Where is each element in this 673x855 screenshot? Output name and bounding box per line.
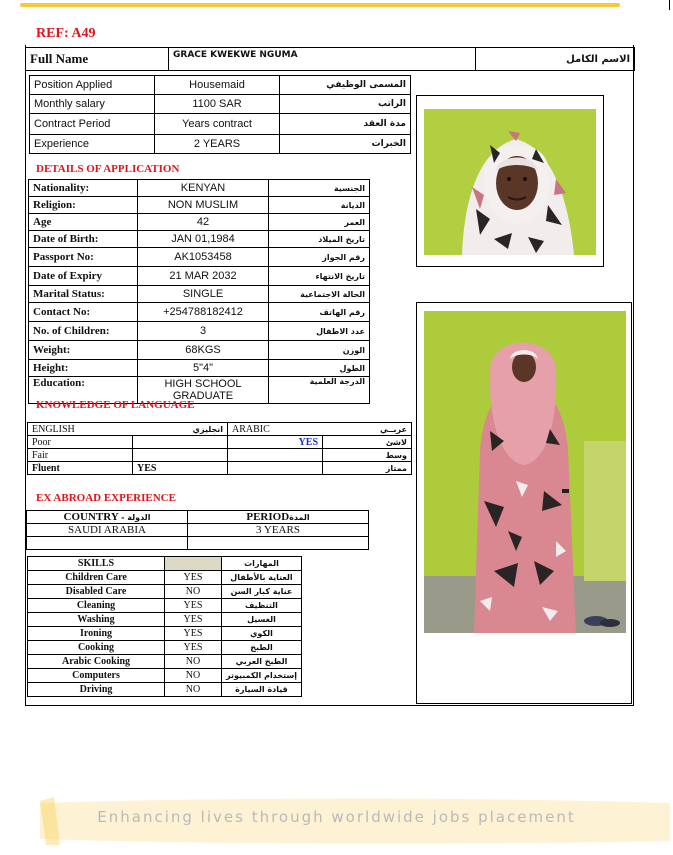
fluent-english-value: YES	[133, 462, 228, 475]
height-label: Height:	[29, 360, 138, 377]
contact-label: Contact No:	[29, 303, 138, 322]
period-header-label: PERIOD	[246, 511, 290, 523]
contact-value: +254788182412	[138, 303, 269, 322]
passport-label: Passport No:	[29, 248, 138, 267]
salary-value: 1100 SAR	[155, 95, 280, 114]
level-poor-label: Poor	[28, 436, 133, 449]
abroad-experience-table	[26, 510, 369, 550]
language-row-poor	[28, 436, 412, 449]
skill-value: YES	[165, 627, 222, 641]
skill-value: NO	[165, 655, 222, 669]
skill-label: Cleaning	[28, 599, 165, 613]
religion-arabic: الديانة	[269, 197, 370, 214]
children-value: 3	[138, 322, 269, 341]
weight-label: Weight:	[29, 341, 138, 360]
language-row-fluent	[28, 462, 412, 475]
skill-row	[28, 613, 302, 627]
marital-value: SINGLE	[138, 286, 269, 303]
details-section-title: DETAILS OF APPLICATION	[36, 163, 180, 175]
period-header	[188, 511, 369, 524]
height-value: 5"4"	[138, 360, 269, 377]
dob-value: JAN 01,1984	[138, 231, 269, 248]
skill-arabic: الكوي	[222, 627, 302, 641]
religion-label: Religion:	[29, 197, 138, 214]
footer-slogan: Enhancing lives through worldwide jobs placement	[97, 808, 576, 826]
skill-label: Driving	[28, 683, 165, 697]
language-section-title: KNOWLEDGE OF LANGUAGE	[36, 399, 195, 411]
portrait-photo-frame	[416, 95, 604, 267]
experience-header-row	[27, 511, 369, 524]
contact-arabic: رقم الهاتف	[269, 303, 370, 322]
expiry-value: 21 MAR 2032	[138, 267, 269, 286]
height-arabic: الطول	[269, 360, 370, 377]
header-divider	[669, 0, 670, 10]
full-name-label: Full Name	[26, 48, 169, 71]
fluent-arabic-value	[228, 462, 323, 475]
skill-label: Arabic Cooking	[28, 655, 165, 669]
skill-arabic: إستخدام الكمبيوتر	[222, 669, 302, 683]
skills-header-row	[28, 557, 302, 571]
weight-arabic: الوزن	[269, 341, 370, 360]
skill-value: YES	[165, 571, 222, 585]
skills-header: SKILLS	[28, 557, 165, 571]
country-value: SAUDI ARABIA	[27, 524, 188, 537]
skills-header-arabic: المهارات	[222, 557, 302, 571]
expiry-arabic: تاريخ الانتهاء	[269, 267, 370, 286]
poor-arabic-value: YES	[228, 436, 323, 449]
poor-english-value	[133, 436, 228, 449]
skill-label: Disabled Care	[28, 585, 165, 599]
skill-row	[28, 683, 302, 697]
english-header: ENGLISH	[28, 423, 133, 436]
education-arabic: الدرجة العلمية	[269, 377, 370, 404]
contract-label: Contract Period	[30, 114, 155, 135]
header-bar	[0, 0, 673, 10]
skill-value: YES	[165, 641, 222, 655]
education-value-line2: GRADUATE	[172, 390, 234, 402]
skill-value: YES	[165, 599, 222, 613]
skill-row	[28, 571, 302, 585]
skill-value: NO	[165, 669, 222, 683]
full-name-value: GRACE KWEKWE NGUMA	[169, 48, 476, 71]
dob-label: Date of Birth:	[29, 231, 138, 248]
experience-row	[30, 135, 411, 154]
skill-label: Children Care	[28, 571, 165, 585]
skill-label: Cooking	[28, 641, 165, 655]
language-header-row	[28, 423, 412, 436]
fair-english-value	[133, 449, 228, 462]
position-row	[30, 76, 411, 95]
salary-arabic: الراتب	[280, 95, 411, 114]
salary-label: Monthly salary	[30, 95, 155, 114]
skill-value: NO	[165, 585, 222, 599]
passport-value: AK1053458	[138, 248, 269, 267]
fair-arabic-value	[228, 449, 323, 462]
age-value: 42	[138, 214, 269, 231]
nationality-arabic: الجنسية	[269, 180, 370, 197]
level-fluent-arabic: ممتاز	[323, 462, 412, 475]
skill-value: NO	[165, 683, 222, 697]
weight-value: 68KGS	[138, 341, 269, 360]
contract-value: Years contract	[155, 114, 280, 135]
position-arabic: المسمى الوظيفي	[280, 76, 411, 95]
experience-empty-row	[27, 537, 369, 550]
children-label: No. of Children:	[29, 322, 138, 341]
contract-row	[30, 114, 411, 135]
skill-arabic: الطبخ العربي	[222, 655, 302, 669]
skill-arabic: العناية بالأطفال	[222, 571, 302, 585]
full-body-photo-frame	[416, 302, 632, 704]
skill-row	[28, 627, 302, 641]
age-label: Age	[29, 214, 138, 231]
education-value-line1: HIGH SCHOOL	[164, 378, 242, 390]
level-fair-label: Fair	[28, 449, 133, 462]
skill-label: Ironing	[28, 627, 165, 641]
experience-label: Experience	[30, 135, 155, 154]
full-name-table	[25, 47, 635, 71]
level-poor-arabic: لاشئ	[323, 436, 412, 449]
experience-arabic: الخبرات	[280, 135, 411, 154]
children-arabic: عدد الاطفال	[269, 322, 370, 341]
position-value: Housemaid	[155, 76, 280, 95]
arabic-header-arabic: عربــي	[323, 423, 412, 436]
experience-value: 2 YEARS	[155, 135, 280, 154]
portrait-photo	[424, 109, 596, 255]
skills-table	[27, 556, 302, 697]
full-body-photo	[424, 311, 626, 633]
country-empty-cell	[27, 537, 188, 550]
level-fair-arabic: وسط	[323, 449, 412, 462]
dob-arabic: تاريخ الميلاد	[269, 231, 370, 248]
salary-row	[30, 95, 411, 114]
period-header-arabic: المدة	[289, 513, 310, 522]
english-header-arabic: انجليزي	[133, 423, 228, 436]
skill-arabic: قيادة السيارة	[222, 683, 302, 697]
nationality-value: KENYAN	[138, 180, 269, 197]
expiry-label: Date of Expiry	[29, 267, 138, 286]
arabic-header: ARABIC	[228, 423, 323, 436]
marital-arabic: الحالة الاجتماعية	[269, 286, 370, 303]
position-table	[29, 75, 411, 154]
skill-row	[28, 669, 302, 683]
skill-value: YES	[165, 613, 222, 627]
experience-section-title: EX ABROAD EXPERIENCE	[36, 492, 176, 504]
experience-data-row	[27, 524, 369, 537]
age-arabic: العمر	[269, 214, 370, 231]
skill-row	[28, 585, 302, 599]
skill-label: Washing	[28, 613, 165, 627]
religion-value: NON MUSLIM	[138, 197, 269, 214]
header-accent-stripe	[20, 3, 620, 7]
skill-row	[28, 655, 302, 669]
period-empty-cell	[188, 537, 369, 550]
level-fluent-label: Fluent	[28, 462, 133, 475]
contract-arabic: مدة العقد	[280, 114, 411, 135]
skill-arabic: التنظيف	[222, 599, 302, 613]
skill-arabic: الغسيل	[222, 613, 302, 627]
reference-number: REF: A49	[36, 26, 96, 41]
country-header: COUNTRY - الدولة	[27, 511, 188, 524]
skill-row	[28, 641, 302, 655]
skills-header-blank	[165, 557, 222, 571]
skill-arabic: عناية كبار السن	[222, 585, 302, 599]
position-label: Position Applied	[30, 76, 155, 95]
skill-arabic: الطبخ	[222, 641, 302, 655]
passport-arabic: رقم الجواز	[269, 248, 370, 267]
language-table	[27, 422, 412, 475]
period-value: 3 YEARS	[188, 524, 369, 537]
language-row-fair	[28, 449, 412, 462]
country-header-arabic: الدولة	[127, 513, 151, 522]
skill-row	[28, 599, 302, 613]
education-label: Education:	[29, 377, 138, 404]
marital-label: Marital Status:	[29, 286, 138, 303]
country-header-label: COUNTRY	[63, 511, 119, 523]
full-name-arabic-label: الاسم الكامل	[476, 48, 635, 71]
details-table	[28, 179, 370, 404]
skill-label: Computers	[28, 669, 165, 683]
nationality-label: Nationality:	[29, 180, 138, 197]
